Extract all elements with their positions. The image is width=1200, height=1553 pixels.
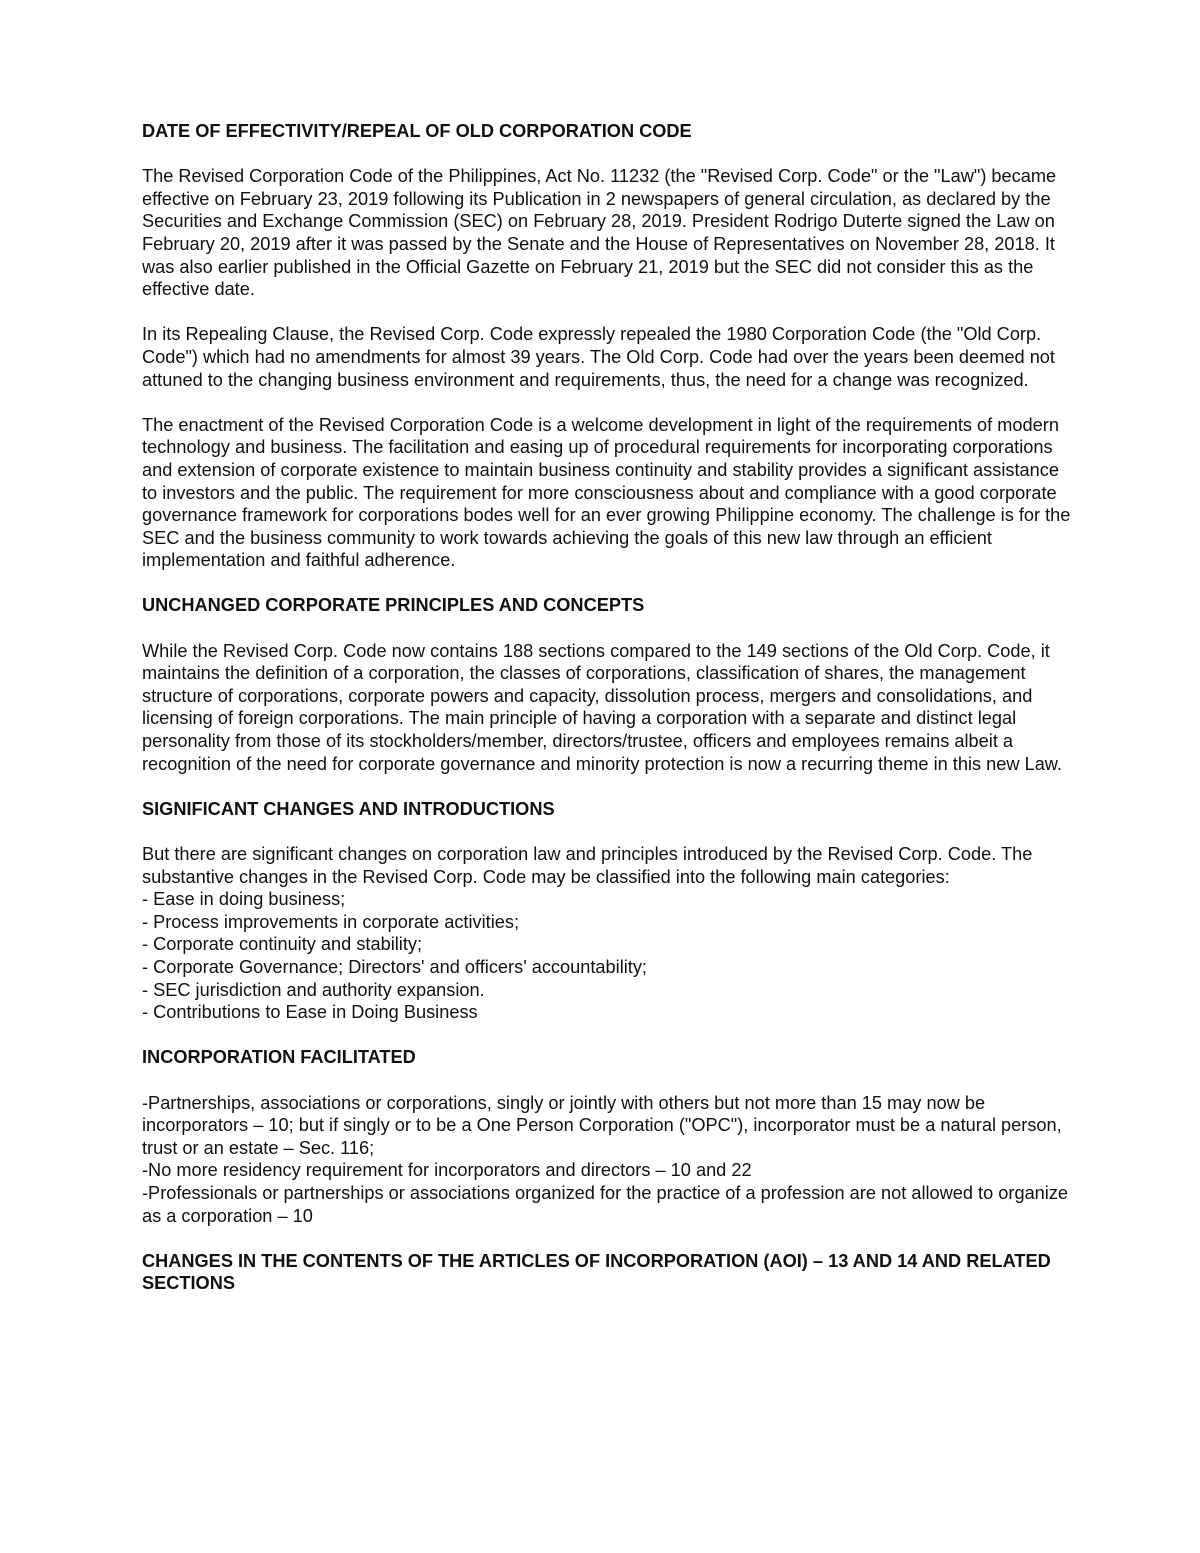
paragraph-significant-intro: But there are significant changes on corporation law and principles introduced by the Revised Corp. Code. The substantive changes in the Revised Corp. Code may be classified into the following main categories: — [142, 844, 1033, 887]
document-page — [142, 120, 1072, 1295]
category-item: - Process improvements in corporate activities; — [142, 911, 520, 932]
paragraph-unchanged: While the Revised Corp. Code now contains 188 sections compared to the 149 sections of the Old Corp. Code, it maintains the definition of a corporation, the classes of corporations, classification of shares, the management structure of corporations, corporate powers and capacity, dissolution process, mergers and consolidations, and licensing of foreign corporations. The main principle of having a corporation with a separate and distinct legal personality from those of its stockholders/member, directors/trustee, officers and employees remains albeit a recognition of the need for corporate governance and minority protection is now a recurring theme in this new Law. — [142, 640, 1062, 774]
heading-changes-aoi: CHANGES IN THE CONTENTS OF THE ARTICLES OF INCORPORATION (AOI) – 13 AND 14 AND RELATED SECTIONS — [142, 1250, 1051, 1294]
heading-incorporation: INCORPORATION FACILITATED — [142, 1047, 416, 1068]
category-item: - Contributions to Ease in Doing Business — [142, 1002, 478, 1023]
paragraph-enactment: The enactment of the Revised Corporation Code is a welcome development in light of the requirements of modern technology and business. The facilitation and easing up of procedural requirements for incorporating corporations and extension of corporate existence to maintain business continuity and stability provides a significant assistance to investors and the public. The requirement for more consciousness about and compliance with a good corporate governance framework for corporations bodes well for an ever growing Philippine economy. The challenge is for the SEC and the business community to work towards achieving the goals of this new law through an efficient implementation and faithful adherence. — [142, 414, 1071, 571]
paragraph-repealing: In its Repealing Clause, the Revised Corp. Code expressly repealed the 1980 Corporation Code (the "Old Corp. Code") which had no amendments for almost 39 years. The Old Corp. Code had over the years been deemed not attuned to the changing business environment and requirements, thus, the need for a change was recognized. — [142, 324, 1055, 390]
category-item: - Ease in doing business; — [142, 889, 346, 910]
category-item: - Corporate Governance; Directors' and officers' accountability; — [142, 956, 647, 977]
heading-significant: SIGNIFICANT CHANGES AND INTRODUCTIONS — [142, 798, 555, 819]
incorporation-item: -No more residency requirement for incorporators and directors – 10 and 22 — [142, 1160, 752, 1181]
incorporation-item: -Partnerships, associations or corporations, singly or jointly with others but not more than 15 may now be incorporators – 10; but if singly or to be a One Person Corporation ("OPC"), incorporator must be a natural person, trust or an estate – Sec. 116; — [142, 1092, 1062, 1158]
incorporation-item: -Professionals or partnerships or associations organized for the practice of a profession are not allowed to organize as a corporation – 10 — [142, 1182, 1069, 1226]
category-item: - Corporate continuity and stability; — [142, 934, 423, 955]
heading-date-effectivity: DATE OF EFFECTIVITY/REPEAL OF OLD CORPORATION CODE — [142, 121, 692, 141]
paragraph-effectivity: The Revised Corporation Code of the Philippines, Act No. 11232 (the "Revised Corp. Code" or the "Law") became effective on February 23, 2019 following its Publication in 2 newspapers of general circulation, as declared by the Securities and Exchange Commission (SEC) on February 28, 2019. President Rodrigo Duterte signed the Law on February 20, 2019 after it was passed by the Senate and the House of Representatives on November 28, 2018. It was also earlier published in the Official Gazette on February 21, 2019 but the SEC did not consider this as the effective date. — [142, 166, 1057, 300]
category-item: - SEC jurisdiction and authority expansion. — [142, 979, 485, 1000]
heading-unchanged: UNCHANGED CORPORATE PRINCIPLES AND CONCEPTS — [142, 595, 645, 616]
